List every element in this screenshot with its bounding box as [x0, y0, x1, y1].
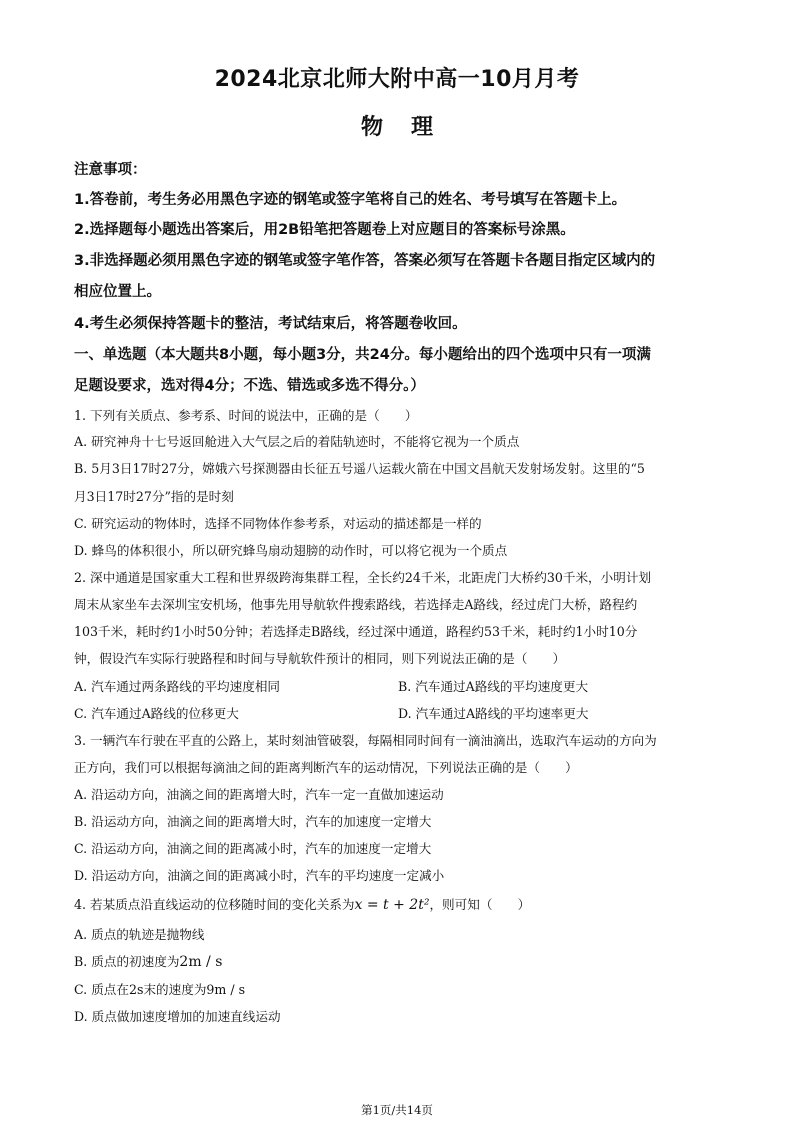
notice-item: 4.考生必须保持答题卡的整洁，考试结束后，将答题卷收回。 [74, 316, 467, 332]
notice-item: 2.选择题每小题选出答案后，用2B铅笔把答题卷上对应题目的答案标号涂黑。 [74, 222, 575, 238]
notice-heading: 注意事项： [74, 162, 147, 178]
section-heading: 足题设要求，选对得4分；不选、错选或多选不得分。） [74, 378, 425, 394]
option-b: B. 汽车通过A路线的平均速度更大 [398, 679, 589, 694]
option-a: A. 汽车通过两条路线的平均速度相同 [74, 679, 281, 694]
question-stem: 正方向，我们可以根据每滴油之间的距离判断汽车的运动情况，下列说法正确的是（ ） [74, 760, 578, 775]
option-text: B. 质点的初速度为 [74, 954, 180, 969]
option-a: A. 质点的轨迹是抛物线 [74, 927, 205, 942]
question-stem: 周末从家坐车去深圳宝安机场，他事先用导航软件搜索路线，若选择走A路线，经过虎门大桥，路程约 [74, 597, 638, 612]
option-d: D. 蜂鸟的体积很小，所以研究蜂鸟扇动翅膀的动作时，可以将它视为一个质点 [74, 543, 508, 558]
question-stem [74, 894, 530, 913]
notice-item: 1.答卷前，考生务必用黑色字迹的钢笔或签字笔将自己的姓名、考号填写在答题卡上。 [74, 192, 627, 208]
option-b [74, 951, 222, 970]
stem-text: 4. 若某质点沿直线运动的位移随时间的变化关系为 [74, 897, 355, 912]
option-c: C. 汽车通过A路线的位移更大 [74, 706, 239, 721]
option-a: A. 研究神舟十七号返回舱进入大气层之后的着陆轨迹时，不能将它视为一个质点 [74, 434, 520, 449]
exam-title: 2024北京北师大附中高一10月月考 [214, 67, 580, 92]
value: 9m / s [206, 982, 246, 997]
option-b: B. 沿运动方向，油滴之间的距离增大时，汽车的加速度一定增大 [74, 814, 432, 829]
question-stem: 3. 一辆汽车行驶在平直的公路上，某时刻油管破裂，每隔相同时间有一滴油滴出，选取汽车运动的方向为 [74, 733, 657, 748]
question-stem: 103千米，耗时约1小时50分钟；若选择走B路线，经过深中通道，路程约53千米，耗时约1小时10分 [74, 624, 638, 639]
option-text: C. 质点在2s末的速度为 [74, 982, 207, 997]
option-b-continued: 月3日17时27分”指的是时刻 [74, 489, 234, 504]
option-d: D. 汽车通过A路线的平均速率更大 [398, 706, 589, 721]
subject-title: 物理 [360, 115, 461, 140]
page-footer: 第1页/共14页 [361, 1103, 433, 1117]
option-d: D. 沿运动方向，油滴之间的距离减小时，汽车的平均速度一定减小 [74, 868, 445, 883]
option-a: A. 沿运动方向，油滴之间的距离增大时，汽车一定一直做加速运动 [74, 787, 444, 802]
notice-item: 3.非选择题必须用黑色字迹的钢笔或签字笔作答，答案必须写在答题卡各题目指定区域内的 [74, 253, 656, 269]
question-stem: 1. 下列有关质点、参考系、时间的说法中，正确的是（ ） [74, 408, 418, 423]
option-c [74, 979, 245, 998]
option-b: B. 5月3日17时27分，嫦娥六号探测器由长征五号遥八运载火箭在中国文昌航天发射场发射。这里的“5 [74, 461, 645, 476]
option-c: C. 沿运动方向，油滴之间的距离减小时，汽车的加速度一定增大 [74, 841, 432, 856]
option-d: D. 质点做加速度增加的加速直线运动 [74, 1009, 281, 1024]
value: 2m / s [179, 954, 223, 970]
formula: x = t + 2t² [354, 897, 430, 913]
question-stem: 钟，假设汽车实际行驶路程和时间与导航软件预计的相同，则下列说法正确的是（ ） [74, 651, 566, 666]
notice-item: 相应位置上。 [74, 284, 161, 300]
option-c: C. 研究运动的物体时，选择不同物体作参考系，对运动的描述都是一样的 [74, 516, 482, 531]
section-heading: 一、单选题（本大题共8小题，每小题3分，共24分。每小题给出的四个选项中只有一项满 [74, 347, 651, 363]
stem-text: ，则可知（ ） [429, 897, 531, 912]
question-stem: 2. 深中通道是国家重大工程和世界级跨海集群工程，全长约24千米，北距虎门大桥约30千米，小明计划 [74, 570, 652, 585]
